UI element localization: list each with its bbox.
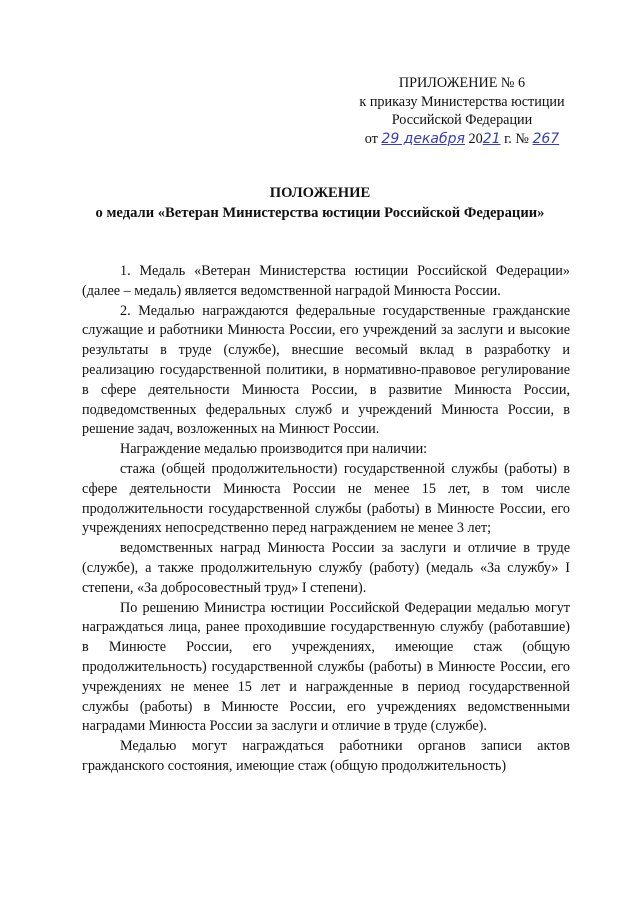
paragraph: По решению Министра юстиции Российской Федерации медалью могут награждаться лица, ранее проходившие государственную службу (работавшие) в Минюсте России, его учреждениях, имеющие стаж (общую продолжительность) государственной службы (работы) в Минюсте России, его учреждениях не менее 15 лет и награжденные в период государственной службы (работы) в Минюсте России, его учреждениях ведомственными наградами Минюста России за заслуги и отличие в труде (службе). — [82, 599, 570, 735]
handwritten-date: 29 декабря — [381, 130, 465, 147]
appendix-federation: Российской Федерации — [391, 112, 533, 128]
date-year-prefix: 20 — [468, 130, 483, 147]
appendix-date-line — [342, 130, 582, 149]
handwritten-order-number: 267 — [532, 130, 560, 147]
paragraph: стажа (общей продолжительности) государственной службы (работы) в сфере деятельности Минюста России не менее 15 лет, в том числе продолжительности государственной службы (работы) в Минюсте России, его учреждениях непосредственно перед награждением не менее 3 лет; — [82, 460, 570, 537]
paragraph: 1. Медаль «Ветеран Министерства юстиции Российской Федерации» (далее – медаль) является ведомственной наградой Минюста России. — [82, 263, 570, 299]
paragraph: 2. Медалью награждаются федеральные государственные гражданские служащие и работники Минюста России, его учреждений за заслуги и высокие результаты в труде (службе), внесшие весомый вклад в разработку и реализацию государственной политики, в нормативно-правовое регулирование в сфере деятельности Минюста России, в развитие Минюста России, подведомственных федеральных служб и учреждений Минюста России, в решение задач, возложенных на Минюст России. — [82, 302, 570, 438]
paragraph: Награждение медалью производится при наличии: — [120, 441, 428, 458]
paragraph: ведомственных наград Минюста России за заслуги и отличие в труде (службе), а также продолжительную службу (работу) (медаль «За службу» I степени, «За добросовестный труд» I степени). — [82, 540, 570, 596]
appendix-header — [342, 74, 582, 148]
title-subject: о медали «Ветеран Министерства юстиции Российской Федерации» — [95, 205, 545, 221]
document-body — [82, 262, 570, 777]
paragraph: Медалью могут награждаться работники органов записи актов гражданского состояния, имеющие стаж (общую продолжительность) — [82, 738, 570, 774]
handwritten-year: 21 — [482, 130, 501, 147]
date-prefix: от — [364, 130, 378, 147]
date-year-suffix: г. № — [504, 130, 529, 147]
appendix-order-ref: к приказу Министерства юстиции — [359, 93, 565, 110]
document-title — [40, 183, 600, 223]
title-heading: ПОЛОЖЕНИЕ — [269, 185, 371, 201]
appendix-number: ПРИЛОЖЕНИЕ № 6 — [398, 75, 526, 91]
